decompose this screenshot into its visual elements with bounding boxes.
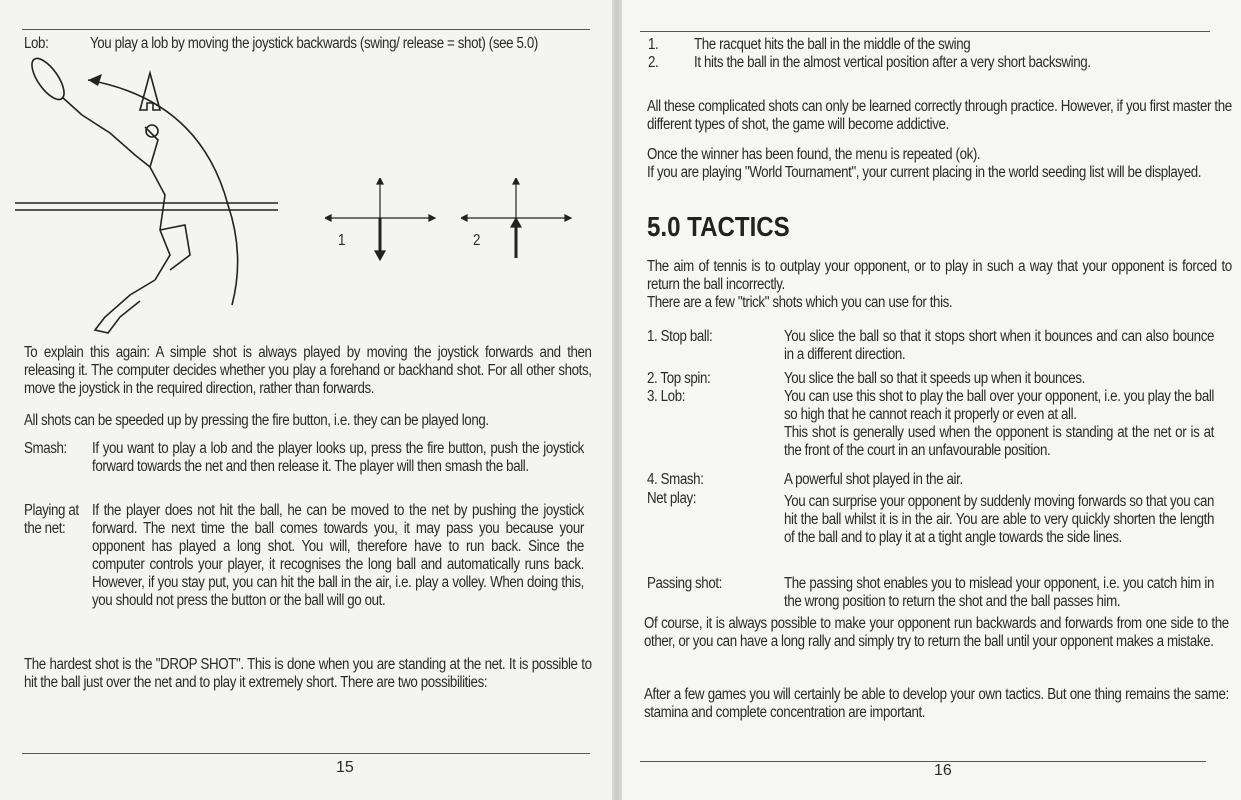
book-gutter	[612, 0, 622, 800]
joystick-diagram-2	[461, 178, 576, 263]
player-illustration	[10, 55, 300, 340]
left-page	[0, 0, 612, 800]
tactic-text: The passing shot enables you to mislead your opponent, i.e. you catch him in the wrong position to return the shot and the ball passes him.	[784, 575, 1218, 610]
tactic-text: A powerful shot played in the air.	[784, 471, 963, 488]
section-heading: 5.0 TACTICS	[647, 211, 790, 242]
smash-label: Smash:	[24, 440, 67, 457]
para-drop: The hardest shot is the "DROP SHOT". This is done when you are standing at the net. It is possible to hit the ball just over the net and to play it extremely short. There are two possibilities:	[24, 656, 595, 691]
tactic-text: You slice the ball so that it speeds up when it bounces.	[784, 370, 1085, 387]
para-complicated: All these complicated shots can only be learned correctly through practice. However, if you first master the different types of shot, the game will become addictive.	[647, 98, 1236, 133]
top-rule	[640, 31, 1210, 32]
page-number-left: 15	[336, 759, 354, 776]
page-number-right: 16	[934, 762, 952, 779]
top-rule	[22, 29, 590, 30]
para-after: After a few games you will certainly be able to develop your own tactics. But one thing remains the same: stamina and complete concentration are important.	[644, 686, 1233, 721]
bottom-rule	[22, 753, 590, 754]
smash-text: If you want to play a lob and the player looks up, press the fire button, push the joystick forward towards the net and then release it. The player will then smash the ball.	[92, 440, 588, 475]
net-text: If the player does not hit the ball, he can be moved to the net by pushing the joystick forward. The next time the ball comes towards you, it may pass you because your opponent has played a long shot. You will, therefore have to run back. Since the computer controls your player, it recognises the long ball and automatically runs back. However, if you stay put, you can hit the ball in the air, i.e. play a volley. When doing this, you should not press the button or the ball will go out.	[92, 502, 588, 609]
tactic-text: You can surprise your opponent by suddenly moving forwards so that you can hit the ball whilst it is in the air. You are able to very quickly shorten the length of the ball and to play it at a tight angle towards the side lines.	[784, 493, 1218, 546]
item-1-number: 1.	[648, 36, 659, 53]
tactic-text: You can use this shot to play the ball over your opponent, i.e. you play the ball so high that he cannot reach it properly or even at all. This shot is generally used when the opponent is standing at the net or is at the front of the court in an unfavourable position.	[784, 388, 1214, 459]
lob-label: Lob:	[24, 35, 49, 52]
tactic-label: 4. Smash:	[647, 471, 704, 488]
para-speed: All shots can be speeded up by pressing the fire button, i.e. they can be played long.	[24, 412, 489, 429]
tactic-label: 3. Lob:	[647, 388, 686, 405]
tactic-text: You slice the ball so that it stops short when it bounces and can also bounce in a different direction.	[784, 328, 1218, 363]
para-winner: Once the winner has been found, the menu is repeated (ok). If you are playing "World Tournament", your current placing in the world seeding list will be displayed.	[647, 146, 1202, 181]
para-explain: To explain this again: A simple shot is always played by moving the joystick forwards and then releasing it. The computer decides whether you play a forehand or backhand shot. For all other shots, move the joystick in the required direction, rather than forwards.	[24, 344, 595, 397]
tactic-label: 1. Stop ball:	[647, 328, 713, 345]
para-course: Of course, it is always possible to make your opponent run backwards and forwards from one side to the other, or you can have a long rally and simply try to return the ball until your opponent makes a mistake.	[644, 615, 1233, 650]
tactic-label: Passing shot:	[647, 575, 722, 592]
tactic-label: Net play:	[647, 490, 697, 507]
joystick-diagram-1	[325, 178, 440, 263]
item-1-text: The racquet hits the ball in the middle of the swing	[694, 36, 971, 53]
diagram-1-label: 1	[338, 232, 346, 249]
tactic-label: 2. Top spin:	[647, 370, 711, 387]
item-2-number: 2.	[648, 54, 659, 71]
right-page	[622, 0, 1241, 800]
item-2-text: It hits the ball in the almost vertical position after a very short backswing.	[694, 54, 1091, 71]
para-aim: The aim of tennis is to outplay your opponent, or to play in such a way that your opponent is forced to return the ball incorrectly. There are a few "trick" shots which you can use for this.	[647, 258, 1232, 311]
net-label: Playing at the net:	[24, 502, 82, 537]
lob-text: You play a lob by moving the joystick backwards (swing/ release = shot) (see 5.0)	[90, 35, 538, 52]
bottom-rule	[640, 761, 1206, 762]
diagram-2-label: 2	[473, 232, 481, 249]
